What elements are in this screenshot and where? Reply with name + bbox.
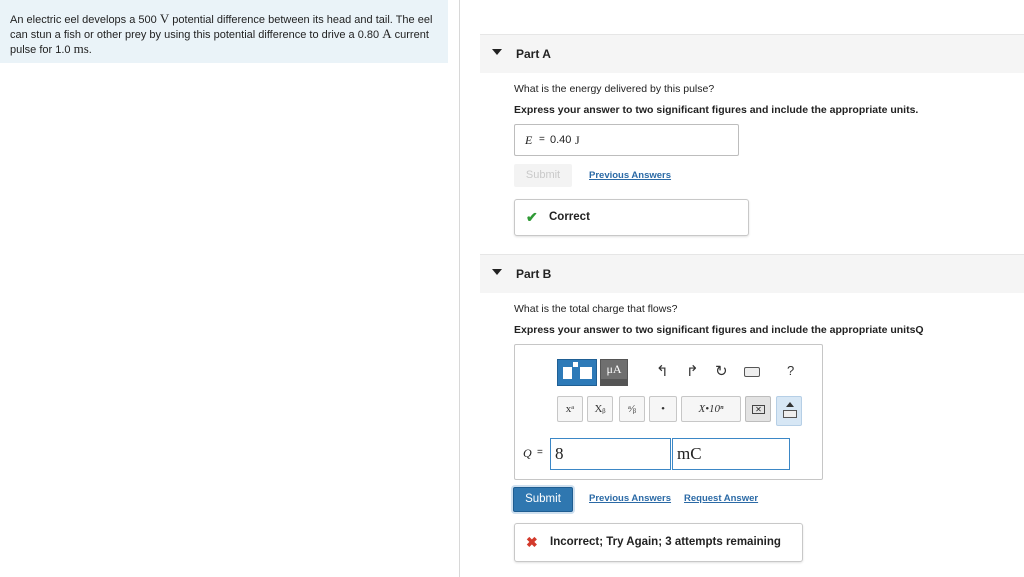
delete-icon: ✕ bbox=[752, 405, 765, 414]
keyboard-icon[interactable] bbox=[744, 367, 760, 377]
problem-text-1: An electric eel develops a 500 bbox=[10, 14, 160, 26]
problem-panel bbox=[0, 0, 448, 63]
help-button[interactable]: ? bbox=[787, 363, 795, 378]
answer-unit: J bbox=[575, 133, 580, 147]
equals-sign: = bbox=[539, 134, 545, 145]
x-mark-icon: ✖ bbox=[526, 534, 538, 550]
answer-value: 0.40 bbox=[550, 134, 572, 146]
column-divider bbox=[459, 0, 460, 577]
part-a-question: What is the energy delivered by this pulse? bbox=[514, 83, 715, 95]
collapse-triangle-icon[interactable] bbox=[492, 49, 502, 55]
part-b-header[interactable] bbox=[480, 254, 1024, 293]
problem-statement bbox=[10, 12, 440, 57]
value-input[interactable]: 8 bbox=[550, 438, 671, 470]
part-a-answer-display bbox=[514, 124, 739, 156]
units-button[interactable]: μA bbox=[600, 359, 628, 386]
undo-icon[interactable]: ↰ bbox=[656, 363, 669, 380]
part-b-instruction: Express your answer to two significant figures and include the appropriate unitsQ bbox=[514, 324, 924, 336]
answer-variable: Q bbox=[523, 446, 532, 460]
arrow-up-icon bbox=[786, 402, 794, 407]
scientific-notation-key[interactable]: X•10ⁿ bbox=[681, 396, 741, 422]
answer-variable: E bbox=[525, 133, 533, 147]
keyboard-icon bbox=[783, 410, 797, 418]
part-b-question: What is the total charge that flows? bbox=[514, 303, 678, 315]
problem-text-3: current pulse for 1.0 bbox=[10, 29, 429, 56]
part-b-title: Part B bbox=[516, 267, 552, 281]
editor-toolbar bbox=[557, 359, 805, 385]
delete-key[interactable] bbox=[745, 396, 771, 422]
part-a-previous-answers-link[interactable]: Previous Answers bbox=[589, 170, 672, 181]
redo-icon[interactable]: ↱ bbox=[686, 363, 699, 380]
editor-keypad bbox=[557, 396, 805, 426]
subscript-key[interactable]: Xᵦ bbox=[587, 396, 613, 422]
feedback-text: Incorrect; Try Again; 3 attempts remaining bbox=[550, 536, 781, 548]
symbol-volts: V bbox=[159, 11, 170, 26]
superscript-key[interactable]: xᵃ bbox=[557, 396, 583, 422]
part-b-feedback bbox=[514, 523, 803, 562]
problem-text-2: potential difference between its head and tail. The eel can stun a fish or other prey by using this potential difference to drive a 0.80 bbox=[10, 14, 433, 41]
multiply-dot-key[interactable]: • bbox=[649, 396, 677, 422]
part-b-previous-answers-link[interactable]: Previous Answers bbox=[589, 493, 672, 504]
part-b-submit-button[interactable]: Submit bbox=[513, 487, 573, 512]
reset-icon[interactable]: ↻ bbox=[715, 363, 728, 380]
symbol-ms: ms bbox=[73, 41, 89, 56]
request-answer-link[interactable]: Request Answer bbox=[684, 493, 759, 504]
part-a-instruction: Express your answer to two significant figures and include the appropriate units. bbox=[514, 104, 919, 116]
part-a-submit-button[interactable]: Submit bbox=[514, 164, 572, 187]
problem-text-4: . bbox=[88, 44, 92, 56]
math-answer-editor bbox=[514, 344, 823, 480]
fraction-key[interactable]: ᵃ⁄ᵦ bbox=[619, 396, 645, 422]
collapse-triangle-icon[interactable] bbox=[492, 269, 502, 275]
toggle-keyboard-key[interactable] bbox=[776, 396, 802, 426]
symbol-amps: A bbox=[382, 26, 392, 41]
checkmark-icon: ✔ bbox=[526, 209, 538, 225]
part-a-title: Part A bbox=[516, 47, 551, 61]
feedback-text: Correct bbox=[549, 211, 590, 223]
part-a-feedback bbox=[514, 199, 749, 236]
equals-sign: = bbox=[537, 447, 543, 458]
templates-button[interactable] bbox=[557, 359, 597, 386]
part-a-header[interactable] bbox=[480, 34, 1024, 73]
unit-input[interactable]: mC bbox=[672, 438, 790, 470]
